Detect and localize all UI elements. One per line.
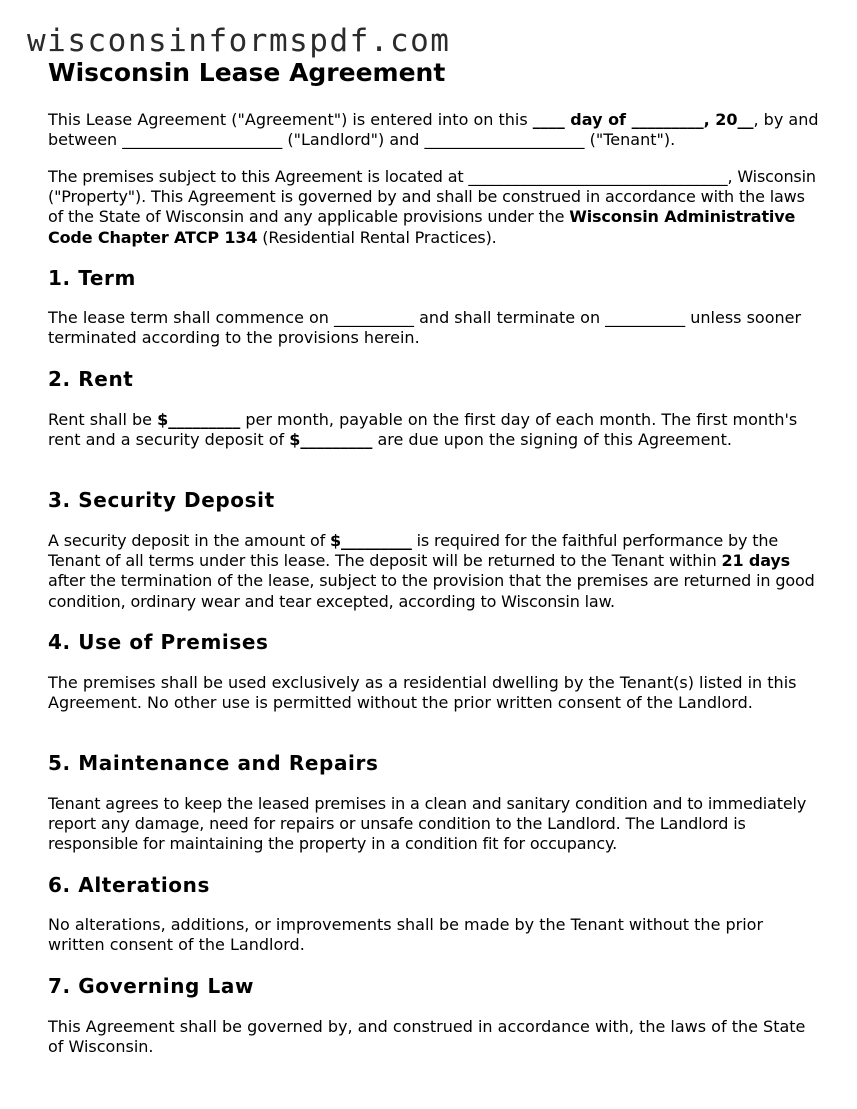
deposit-text-2: is required for the faithful performance by the Tenant of all terms under this lease. The deposit will be returned to the Tenant within	[48, 531, 779, 571]
section-heading-governing-law: 7. Governing Law	[48, 974, 255, 998]
rent-text-3: are due upon the signing of this Agreement.	[372, 430, 732, 450]
section-heading-alterations: 6. Alterations	[48, 873, 210, 897]
site-watermark: wisconsinformspdf.com	[27, 23, 451, 59]
section-heading-security-deposit: 3. Security Deposit	[48, 488, 275, 512]
intro-text-c: , by and between ____________________ ("Landlord") and ____________________ ("Tenant").	[48, 110, 819, 150]
section-text-alterations: No alterations, additions, or improvements shall be made by the Tenant without the prior written consent of the Landlord.	[48, 915, 764, 955]
page-title: Wisconsin Lease Agreement	[48, 58, 446, 87]
property-text-c: (Residential Rental Practices).	[257, 227, 497, 247]
deposit-text-1: A security deposit in the amount of	[48, 531, 331, 550]
section-heading-maintenance: 5. Maintenance and Repairs	[48, 751, 379, 775]
section-text-term: The lease term shall commence on __________ and shall terminate on __________ unless sooner terminated according to the provisions herein.	[48, 308, 802, 348]
atcp-code-reference: Wisconsin Administrative Code Chapter ATCP 134	[48, 207, 796, 247]
rent-text-2: per month, payable on the first day of each month. The first month's rent and a security deposit of	[48, 410, 798, 450]
deposit-amount-blank: $_________	[330, 531, 412, 550]
intro-text-a: This Lease Agreement ("Agreement") is entered into on this	[48, 110, 533, 129]
section-text-use-of-premises: The premises shall be used exclusively as a residential dwelling by the Tenant(s) listed in this Agreement. No other use is permitted without the prior written consent of the Landlord.	[48, 673, 797, 713]
deposit-return-days: 21 days	[721, 551, 791, 571]
section-text-rent	[48, 410, 823, 450]
section-heading-term: 1. Term	[48, 266, 136, 290]
rent-text-1: Rent shall be	[48, 410, 158, 429]
section-heading-use-of-premises: 4. Use of Premises	[48, 630, 269, 654]
deposit-text-3: after the termination of the lease, subject to the provision that the premises are returned in good condition, ordinary wear and tear excepted, according to Wisconsin law.	[48, 571, 815, 611]
section-heading-rent: 2. Rent	[48, 367, 134, 391]
rent-amount-blank: $_________	[157, 410, 241, 429]
section-text-governing-law: This Agreement shall be governed by, and construed in accordance with, the laws of the State of Wisconsin.	[48, 1017, 806, 1057]
section-text-maintenance: Tenant agrees to keep the leased premises in a clean and sanitary condition and to immediately report any damage, need for repairs or unsafe condition to the Landlord. The Landlord is responsible for maintaining the property in a condition fit for occupancy.	[48, 794, 807, 854]
intro-paragraph-property	[48, 167, 823, 248]
property-text-a: The premises subject to this Agreement is located at _________________________________, Wisconsin ("Property"). This Agreement is governed by and shall be construed in accordance with the laws of the State of Wisconsin and any applicable provisions under the	[48, 167, 816, 227]
intro-paragraph-parties	[48, 110, 823, 150]
rent-deposit-blank: $_________	[289, 430, 373, 450]
intro-date-blank: ____ day of _________, 20__	[532, 110, 754, 129]
section-text-security-deposit	[48, 531, 823, 612]
